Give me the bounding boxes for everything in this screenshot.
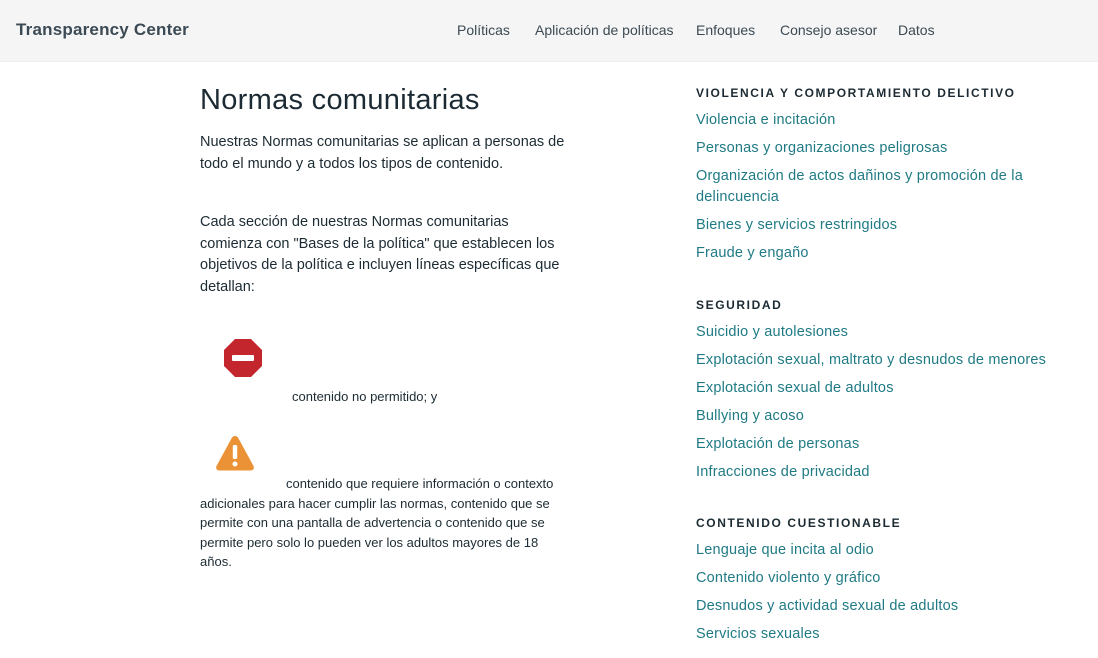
section-seguridad	[696, 298, 1096, 483]
link-explotacion-adultos[interactable]: Explotación sexual de adultos	[696, 380, 894, 396]
link-fraude-engano[interactable]: Fraude y engaño	[696, 245, 809, 261]
link-violencia-incitacion[interactable]: Violencia e incitación	[696, 112, 836, 128]
link-servicios-sexuales[interactable]: Servicios sexuales	[696, 626, 820, 642]
stop-icon	[223, 338, 263, 378]
section-violencia	[696, 86, 1096, 264]
link-bienes-servicios-restringidos[interactable]: Bienes y servicios restringidos	[696, 217, 898, 233]
brand-logo[interactable]: Transparency Center	[16, 20, 189, 39]
not-allowed-text: contenido no permitido; y	[292, 389, 438, 404]
nav-aplicacion-de-politicas[interactable]: Aplicación de políticas	[535, 22, 674, 38]
link-organizacion-actos-daninos[interactable]: Organización de actos dañinos y promoción de la delincuencia	[696, 168, 1023, 205]
nav-datos[interactable]: Datos	[898, 22, 935, 38]
warning-description: contenido que requiere información o contexto adicionales para hacer cumplir las normas, contenido que se permite con una pantalla de advertencia o contenido que se permite pero solo lo pueden ver los adultos mayores de 18 años.	[200, 476, 554, 569]
intro-paragraph: Nuestras Normas comunitarias se aplican a personas de todo el mundo y a todos los tipos de contenido.	[200, 134, 565, 172]
link-desnudos-actividad-sexual[interactable]: Desnudos y actividad sexual de adultos	[696, 598, 959, 614]
section-contenido-cuestionable	[696, 516, 1096, 645]
section-title: SEGURIDAD	[696, 298, 783, 312]
link-infracciones-privacidad[interactable]: Infracciones de privacidad	[696, 464, 870, 480]
nav-enfoques[interactable]: Enfoques	[696, 22, 756, 38]
link-lenguaje-odio[interactable]: Lenguaje que incita al odio	[696, 542, 874, 558]
link-suicidio-autolesiones[interactable]: Suicidio y autolesiones	[696, 324, 849, 340]
top-navigation-bar	[0, 0, 1098, 62]
main-content	[200, 84, 570, 295]
section-title: CONTENIDO CUESTIONABLE	[696, 516, 902, 530]
link-explotacion-menores[interactable]: Explotación sexual, maltrato y desnudos de menores	[696, 352, 1047, 368]
link-contenido-violento[interactable]: Contenido violento y gráfico	[696, 570, 881, 586]
main-nav	[0, 22, 1098, 42]
link-bullying-acoso[interactable]: Bullying y acoso	[696, 408, 804, 424]
section-title: VIOLENCIA Y COMPORTAMIENTO DELICTIVO	[696, 86, 1016, 100]
sections-description: Cada sección de nuestras Normas comunitarias comienza con "Bases de la política" que establecen los objetivos de la política e incluyen líneas específicas que detallan:	[200, 214, 560, 295]
warning-icon	[215, 434, 255, 472]
page-title: Normas comunitarias	[200, 84, 480, 116]
link-explotacion-personas[interactable]: Explotación de personas	[696, 436, 860, 452]
link-personas-organizaciones-peligrosas[interactable]: Personas y organizaciones peligrosas	[696, 140, 948, 156]
nav-politicas[interactable]: Políticas	[457, 22, 510, 38]
nav-consejo-asesor[interactable]: Consejo asesor	[780, 22, 878, 38]
